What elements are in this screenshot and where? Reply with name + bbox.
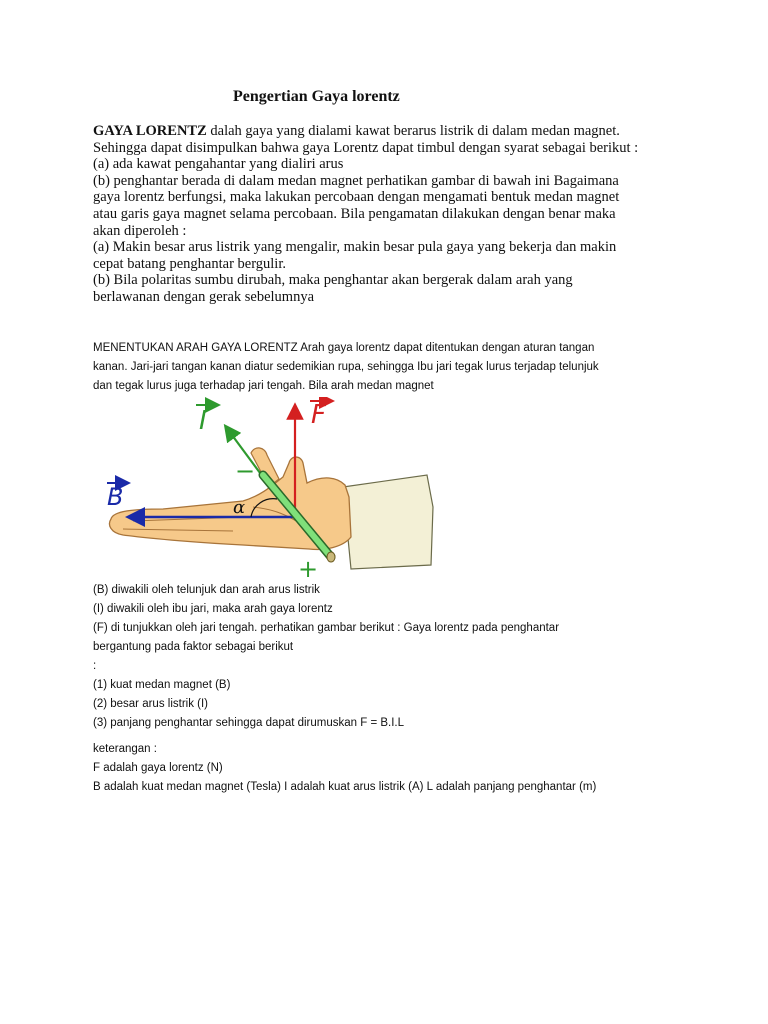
label-field: B [107, 483, 124, 511]
intro-line: berlawanan dengan gerak sebelumnya [93, 288, 315, 305]
factor-list [93, 581, 693, 797]
intro-line: atau garis gaya magnet selama percobaan. Bila pengamatan dilakukan dengan benar maka [93, 205, 616, 222]
list-item: (B) diwakili oleh telunjuk dan arah arus listrik [93, 584, 320, 596]
intro-line: (b) Bila polaritas sumbu dirubah, maka penghantar akan bergerak dalam arah yang [93, 272, 573, 289]
list-item: (2) besar arus listrik (I) [93, 698, 209, 710]
section2-line: dan tegak lurus juga terhadap jari tengah. Bila arah medan magnet [93, 380, 434, 392]
section2-line: MENENTUKAN ARAH GAYA LORENTZ Arah gaya lorentz dapat ditentukan dengan aturan tangan [93, 342, 595, 354]
intro-lead-rest: dalah gaya yang dialami kawat berarus listrik di dalam medan magnet. [206, 123, 620, 139]
label-force: F [311, 400, 326, 430]
intro-line: cepat batang penghantar bergulir. [93, 255, 286, 272]
intro-line: gaya lorentz berfungsi, maka lakukan percobaan dengan mengamati bentuk medan magnet [93, 189, 620, 206]
right-hand-rule-paragraph [93, 339, 693, 396]
spacer [93, 733, 693, 740]
list-item: (1) kuat medan magnet (B) [93, 679, 231, 691]
list-item: (3) panjang penghantar sehingga dapat dirumuskan F = B.I.L [93, 717, 405, 729]
list-item: (F) di tunjukkan oleh jari tengah. perhatikan gambar berikut : Gaya lorentz pada penghantar [93, 622, 560, 634]
sleeve-cuff [343, 475, 433, 569]
page-title: Pengertian Gaya lorentz [233, 88, 400, 105]
intro-line: akan diperoleh : [93, 222, 187, 239]
note-item: F adalah gaya lorentz (N) [93, 762, 223, 774]
hand-diagram [93, 397, 443, 579]
rod-end [327, 552, 335, 562]
label-alpha: α [233, 497, 246, 518]
note-item: keterangan : [93, 743, 157, 755]
list-item: bergantung pada faktor sebagai berikut [93, 641, 294, 653]
intro-line: (a) ada kawat pengahantar yang dialiri arus [93, 156, 344, 173]
label-plus: + [298, 555, 319, 579]
intro-lead-bold: GAYA LORENTZ [93, 123, 207, 139]
section2-line: kanan. Jari-jari tangan kanan diatur sedemikian rupa, sehingga Ibu jari tegak lurus terjadap telunjuk [93, 361, 599, 373]
intro-paragraph [93, 123, 693, 306]
intro-line: (b) penghantar berada di dalam medan magnet perhatikan gambar di bawah ini Bagaimana [93, 172, 619, 189]
note-item: B adalah kuat medan magnet (Tesla) I adalah kuat arus listrik (A) L adalah panjang penghantar (m) [93, 781, 597, 793]
list-item: (I) diwakili oleh ibu jari, maka arah gaya lorentz [93, 603, 333, 615]
intro-line: (a) Makin besar arus listrik yang mengalir, makin besar pula gaya yang bekerja dan makin [93, 239, 617, 256]
intro-line [93, 123, 693, 140]
label-current: I [199, 406, 207, 436]
list-item: : [93, 660, 97, 672]
label-minus: − [235, 457, 256, 485]
right-hand-rule-figure [93, 397, 443, 579]
intro-line: Sehingga dapat disimpulkan bahwa gaya Lorentz dapat timbul dengan syarat sebagai berikut : [93, 139, 639, 156]
